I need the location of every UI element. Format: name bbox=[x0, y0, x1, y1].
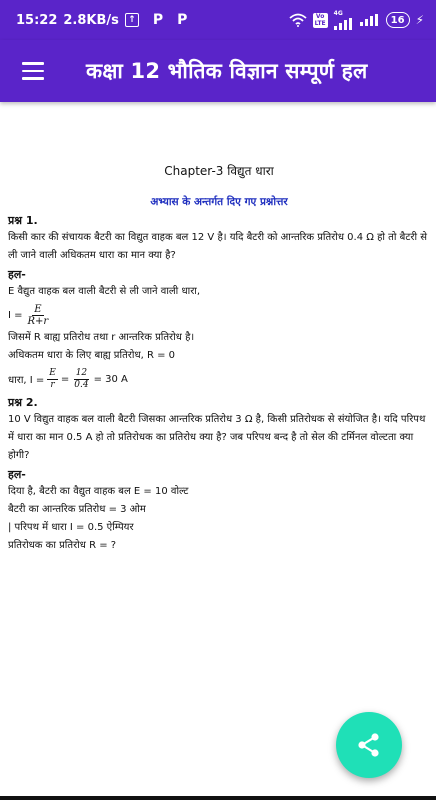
status-speed: 2.8KB/s bbox=[63, 12, 119, 28]
charging-icon: ⚡ bbox=[415, 13, 424, 27]
fraction: $\frac{E}{R+r}$ bbox=[27, 303, 49, 327]
wifi-icon bbox=[289, 13, 307, 27]
status-left bbox=[16, 12, 187, 28]
answer-2-label: हल- bbox=[8, 468, 26, 481]
app-notification-icon: P bbox=[152, 12, 164, 28]
answer-1-label: हल- bbox=[8, 268, 26, 281]
answer-1-line: अधिकतम धारा के लिए बाह्य प्रतिरोध, R = 0 bbox=[8, 350, 176, 361]
share-icon bbox=[356, 732, 382, 758]
bottom-edge bbox=[0, 796, 436, 800]
app-bar bbox=[0, 40, 436, 102]
section-heading: अभ्यास के अन्तर्गत दिए गए प्रश्नोत्तर bbox=[150, 196, 288, 208]
status-bar bbox=[0, 0, 436, 40]
answer-2-line: बैटरी का आन्तरिक प्रतिरोध = 3 ओम bbox=[8, 504, 146, 515]
answer-2-line: | परिपथ में धारा I = 0.5 ऐम्पियर bbox=[8, 522, 134, 533]
answer-1-result: धारा, I = $\frac{E}{r}$ = $\frac{12}{0.4}$ = 30 A bbox=[8, 367, 128, 390]
volte-icon: Vo LTE bbox=[314, 13, 326, 27]
share-button[interactable] bbox=[336, 712, 402, 778]
app-notification-icon: P bbox=[177, 12, 188, 28]
answer-1-line: E वैद्युत वाहक बल वाली बैटरी से ली जाने वाली धारा, bbox=[8, 286, 201, 297]
status-right bbox=[289, 10, 424, 30]
battery-indicator: 16 bbox=[386, 12, 410, 28]
signal-icon bbox=[334, 18, 354, 30]
question-1-text: किसी कार की संचायक बैटरी का विद्युत वाहक बल 12 V है। यदि बैटरी को आन्तरिक प्रतिरोध 0.4 Ω हो तो बैटरी से ली जाने वाली अधिकतम धारा का मान क्या है? bbox=[8, 232, 428, 261]
question-1-label: प्रश्न 1. bbox=[8, 214, 38, 227]
signal-4g: 4G bbox=[334, 10, 354, 30]
status-time: 15:22 bbox=[16, 12, 58, 28]
question-2-text: 10 V विद्युत वाहक बल वाली बैटरी जिसका आन्तरिक प्रतिरोध 3 Ω है, किसी प्रतिरोधक से संयोजित है। यदि परिपथ में धारा का मान 0.5 A हो तो प्रतिरोधक का प्रतिरोध क्या है? जब परिपथ बन्द है तो सेल की टर्मिनल वोल्टता क्या होगी? bbox=[8, 414, 426, 461]
fraction: $\frac{E}{r}$ bbox=[49, 367, 56, 390]
app-title: कक्षा 12 भौतिक विज्ञान सम्पूर्ण हल bbox=[86, 59, 368, 83]
hamburger-menu-icon[interactable] bbox=[0, 40, 64, 102]
document-content bbox=[0, 102, 436, 800]
answer-1-formula: I = $\frac{E}{R+r}$ bbox=[8, 303, 49, 327]
answer-1-line: जिसमें R बाह्य प्रतिरोध तथा r आन्तरिक प्रतिरोध है। bbox=[8, 332, 195, 343]
question-2-label: प्रश्न 2. bbox=[8, 396, 38, 409]
upload-arrow-icon: ↑ bbox=[125, 13, 139, 27]
answer-2-line: प्रतिरोधक का प्रतिरोध R = ? bbox=[8, 540, 117, 551]
chapter-title: Chapter-3 विद्युत धारा bbox=[164, 164, 274, 178]
fraction: $\frac{12}{0.4}$ bbox=[74, 367, 89, 390]
answer-2-line: दिया है, बैटरी का वैद्युत वाहक बल E = 10 वोल्ट bbox=[8, 486, 189, 497]
signal-icon bbox=[360, 14, 380, 26]
